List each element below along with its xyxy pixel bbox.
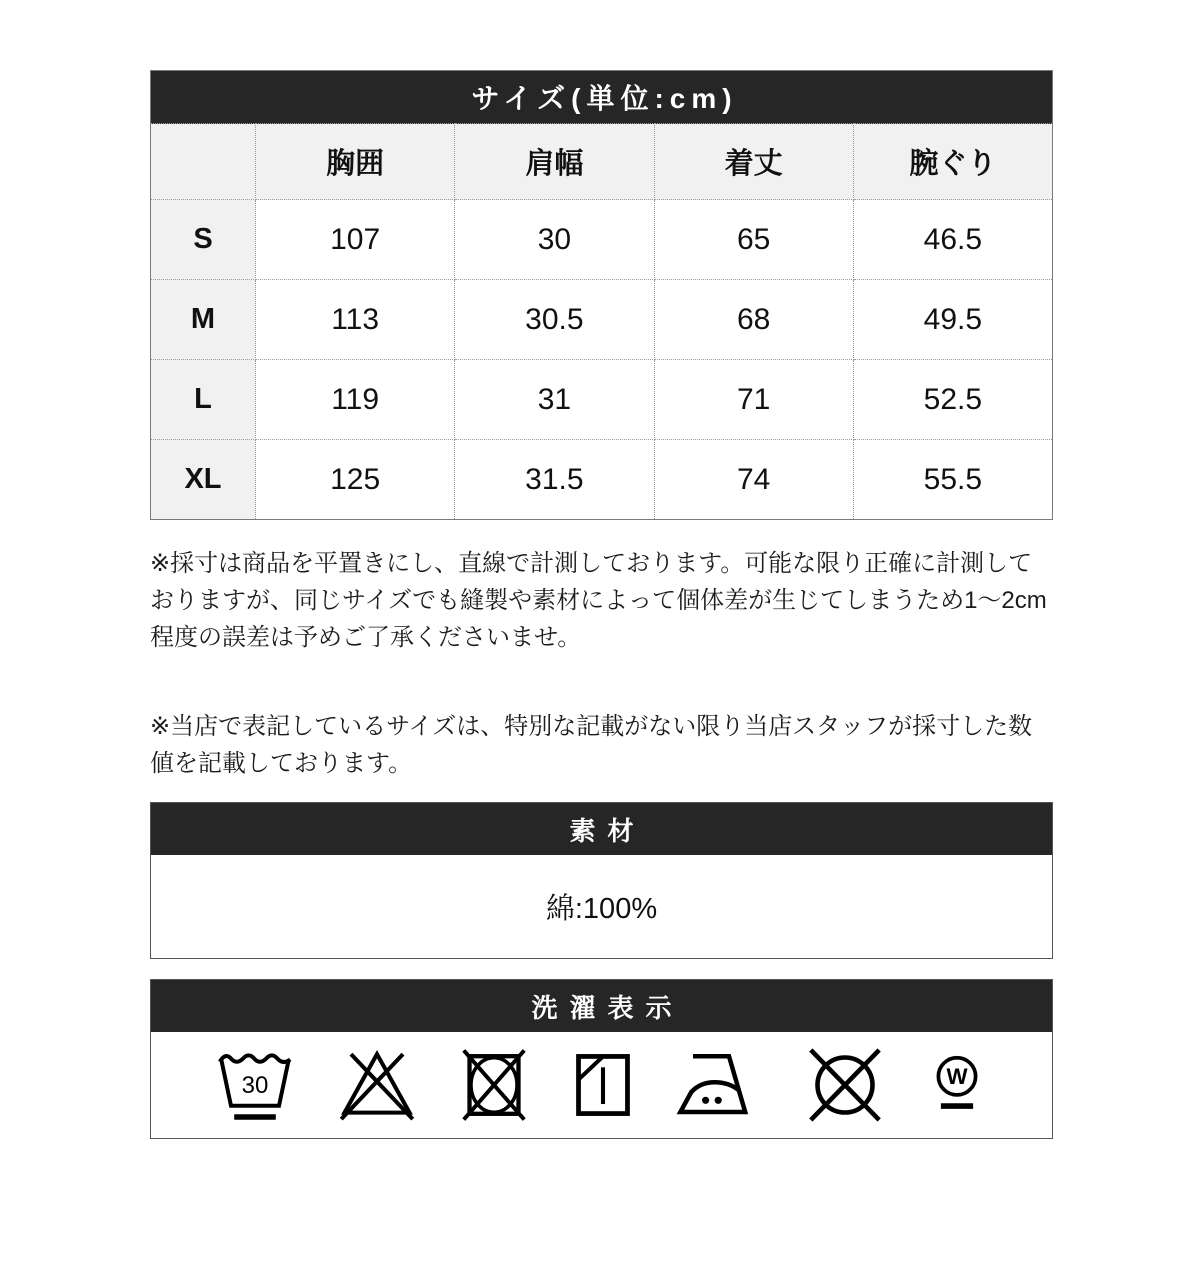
size-value: 119 [256, 360, 455, 440]
wash-temp-label: 30 [242, 1072, 269, 1099]
size-table-column-header-row [151, 124, 1053, 200]
size-value: 30 [455, 200, 654, 280]
laundry-section-title: 洗濯表示 [151, 980, 1052, 1032]
column-header-shoulder: 肩幅 [455, 124, 654, 200]
size-value: 31 [455, 360, 654, 440]
size-value: 30.5 [455, 280, 654, 360]
size-value: 113 [256, 280, 455, 360]
wash-30-gentle-icon [215, 1046, 295, 1124]
do-not-bleach-icon [334, 1046, 420, 1124]
material-section [150, 802, 1053, 959]
corner-cell [151, 124, 256, 200]
size-value: 71 [654, 360, 853, 440]
laundry-section [150, 979, 1053, 1139]
table-row-xl [151, 440, 1053, 520]
table-row-m [151, 280, 1053, 360]
wet-clean-gentle-icon [926, 1043, 988, 1127]
row-label: XL [151, 440, 256, 520]
size-value: 125 [256, 440, 455, 520]
do-not-dry-clean-icon [803, 1045, 887, 1125]
size-value: 74 [654, 440, 853, 520]
laundry-icons-row [151, 1032, 1052, 1138]
iron-medium-two-dots-icon [675, 1049, 765, 1121]
row-label: S [151, 200, 256, 280]
size-table-title: サイズ(単位:cm) [151, 71, 1053, 124]
table-row-s [151, 200, 1053, 280]
column-header-chest: 胸囲 [256, 124, 455, 200]
measurement-note: ※採寸は商品を平置きにし、直線で計測しております。可能な限り正確に計測しておりますが、同じサイズでも縫製や素材によって個体差が生じてしまうため1〜2cm程度の誤差は予めご了承くださいませ。 [150, 550, 1047, 651]
size-value: 31.5 [455, 440, 654, 520]
column-header-armhole: 腕ぐり [853, 124, 1052, 200]
line-dry-in-shade-icon [569, 1048, 637, 1122]
size-value: 107 [256, 200, 455, 280]
column-header-length: 着丈 [654, 124, 853, 200]
material-value: 綿:100% [151, 855, 1052, 958]
size-value: 68 [654, 280, 853, 360]
do-not-tumble-dry-icon [458, 1045, 530, 1125]
size-spec-page [150, 70, 1053, 1139]
table-row-l [151, 360, 1053, 440]
row-label: M [151, 280, 256, 360]
size-value: 65 [654, 200, 853, 280]
size-value: 52.5 [853, 360, 1052, 440]
material-section-title: 素材 [151, 803, 1052, 855]
size-table [150, 70, 1053, 520]
staff-sizing-note: ※当店で表記しているサイズは、特別な記載がない限り当店スタッフが採寸した数値を記載しております。 [150, 713, 1033, 777]
size-value: 49.5 [853, 280, 1052, 360]
size-table-title-row [151, 71, 1053, 124]
wet-clean-letter: W [946, 1063, 968, 1089]
size-value: 46.5 [853, 200, 1052, 280]
row-label: L [151, 360, 256, 440]
size-value: 55.5 [853, 440, 1052, 520]
